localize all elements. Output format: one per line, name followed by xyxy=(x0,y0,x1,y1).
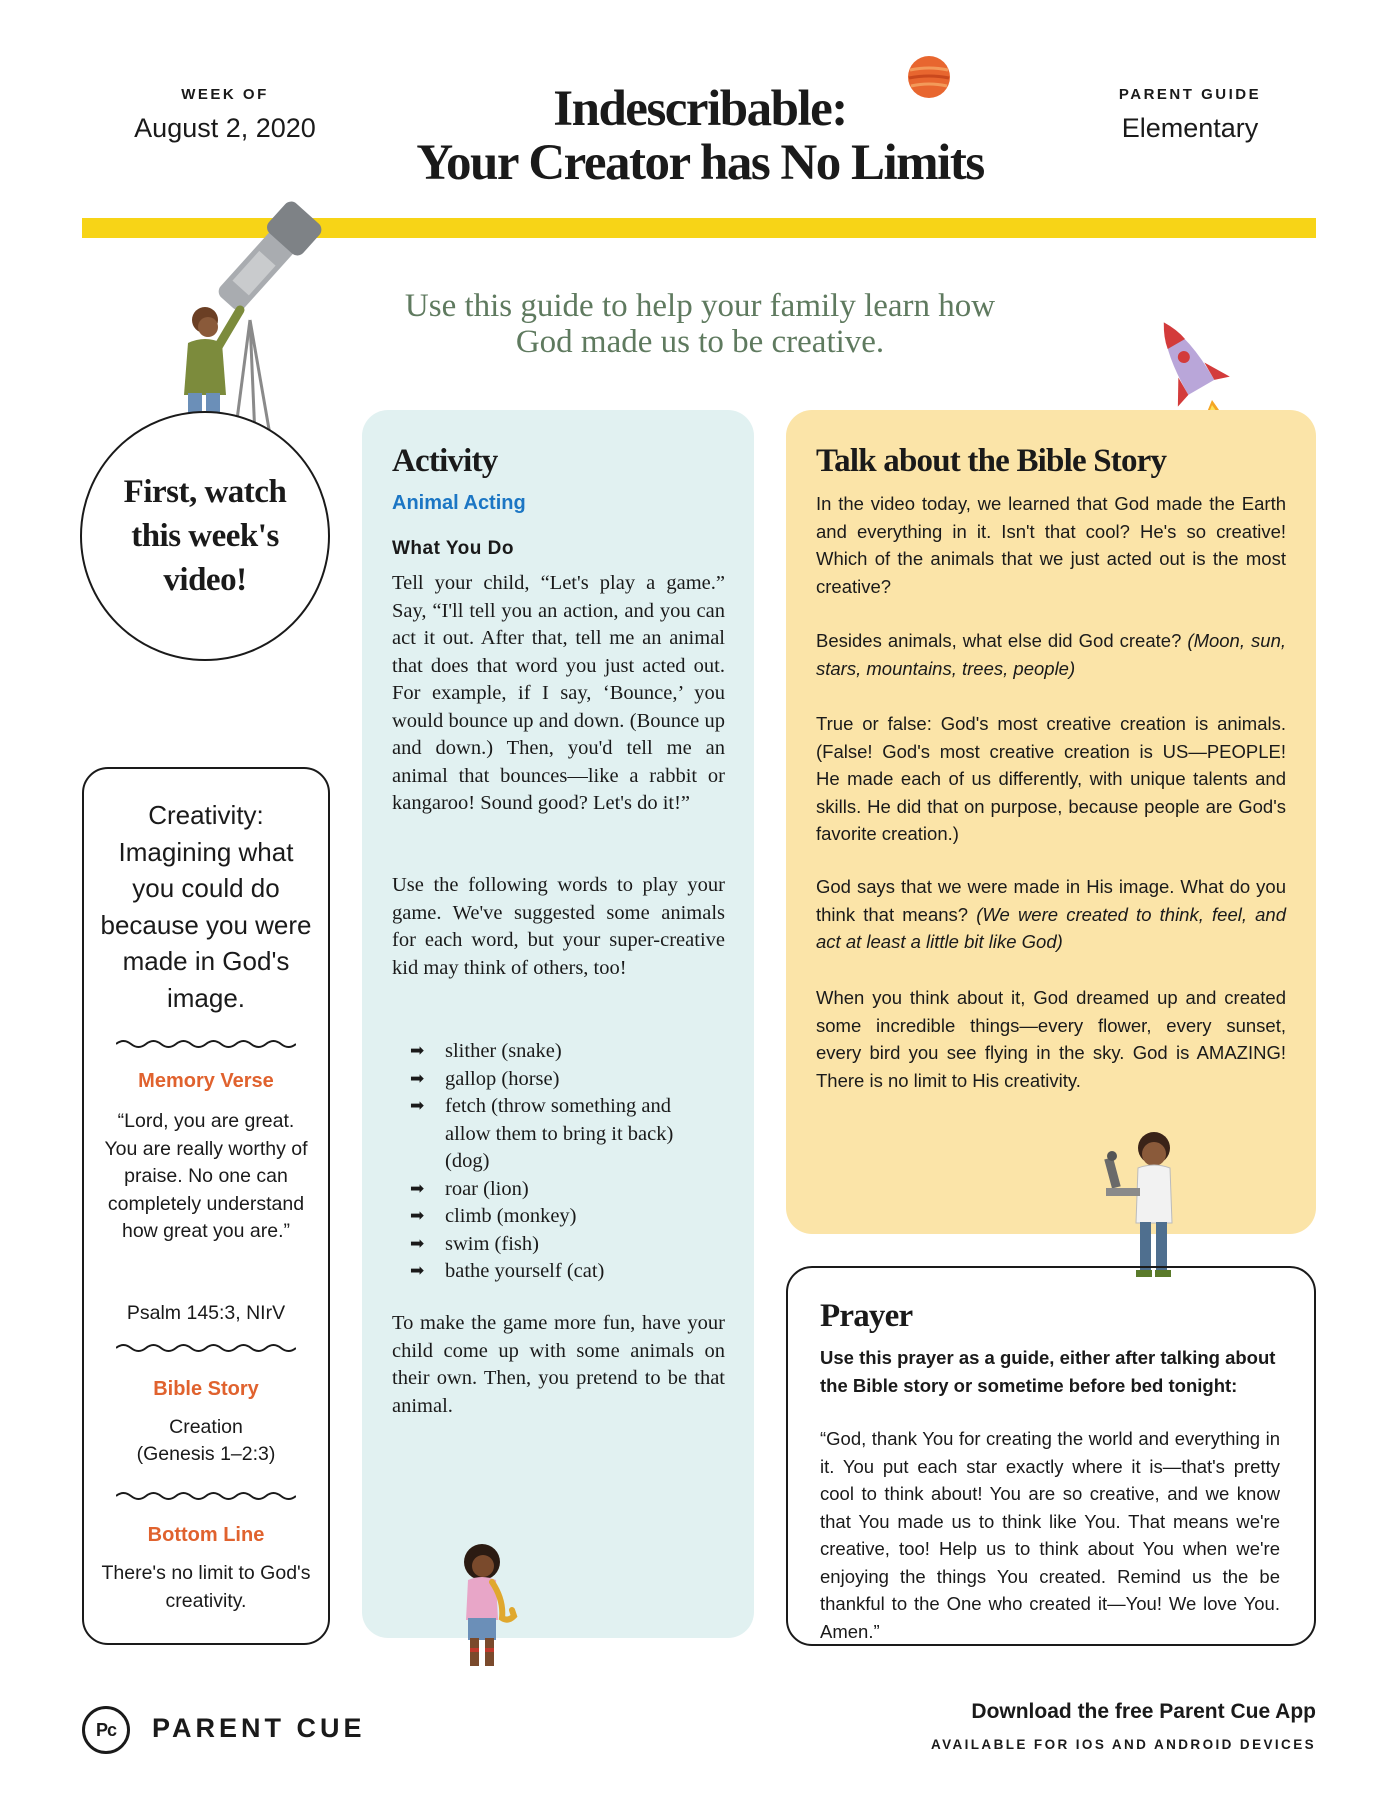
app-download-subtitle: AVAILABLE FOR IOS AND ANDROID DEVICES xyxy=(930,1737,1316,1752)
parent-cue-logo-text: PARENT CUE xyxy=(152,1713,366,1743)
creativity-definition: Creativity: Imagining what you could do because you were made in God's image. xyxy=(100,800,312,1013)
prayer-text: “God, thank You for creating the world and everything in it. You put each star exactly where it is—that's pretty cool to think about! You are so creative, and we know that You made us to think like You. That means we're creative, too! Help us to think about You when we're enjoying the things You created. Remind us the be thankful to the One who created it—You! We love You. Amen.” xyxy=(820,1428,1280,1642)
list-item xyxy=(410,1231,720,1259)
bible-story-heading: Bible Story xyxy=(153,1378,259,1400)
memory-verse-reference: Psalm 145:3, NIrV xyxy=(126,1302,286,1324)
week-label: WEEK OF xyxy=(181,86,269,103)
list-item xyxy=(410,1066,720,1094)
intro-line-1: Use this guide to help your family learn how xyxy=(404,288,996,324)
activity-paragraph: To make the game more fun, have your child come up with some animals on their own. Then, you pretend to be that animal. xyxy=(392,1312,725,1417)
prayer-intro: Use this prayer as a guide, either after talking about the Bible story or sometime before bed tonight: xyxy=(820,1347,1276,1396)
talk-paragraph xyxy=(816,627,1286,682)
microscope-kid-illustration xyxy=(1102,1128,1192,1283)
prayer-heading: Prayer xyxy=(820,1298,913,1334)
list-item-text: roar (lion) xyxy=(445,1177,529,1200)
intro-text xyxy=(330,288,1070,360)
talk-question: Besides animals, what else did God create? xyxy=(816,630,1182,651)
app-download-title: Download the free Parent Cue App xyxy=(971,1700,1316,1723)
prayer-panel xyxy=(786,1266,1316,1646)
logo-mark: Pc xyxy=(95,1719,117,1740)
talk-paragraph: In the video today, we learned that God made the Earth and everything in it. Isn't that cool? He's so creative! Which of the animals that we just acted out is the most creative? xyxy=(816,493,1286,597)
list-item-text: gallop (horse) xyxy=(445,1067,560,1090)
arrow-bullet-icon: ➡ xyxy=(410,1096,425,1116)
memory-verse-text: “Lord, you are great. You are really worthy of praise. No one can completely understand how great you are.” xyxy=(104,1110,308,1242)
what-you-do-label: What You Do xyxy=(392,538,514,559)
activity-paragraph: Use the following words to play your game. We've suggested some animals for each word, but your super-creative kid may think of others, too! xyxy=(392,874,725,979)
talk-paragraph: True or false: God's most creative creation is animals. (False! God's most creative creation is US—PEOPLE! He made each of us differently, with unique talents and skills. He did that on purpose, because people are God's favorite creation.) xyxy=(816,713,1286,844)
key-info-box xyxy=(82,767,330,1645)
saxophone-kid-illustration xyxy=(452,1540,532,1675)
arrow-bullet-icon: ➡ xyxy=(410,1261,425,1281)
list-item-text: climb (monkey) xyxy=(445,1205,577,1227)
arrow-bullet-icon: ➡ xyxy=(410,1068,425,1089)
wave-divider xyxy=(116,1342,296,1354)
wave-divider xyxy=(116,1490,296,1502)
week-date: August 2, 2020 xyxy=(134,113,316,143)
bible-story-title: Creation xyxy=(169,1416,243,1438)
activity-panel xyxy=(362,410,754,1638)
list-item xyxy=(410,1258,720,1286)
talk-heading: Talk about the Bible Story xyxy=(816,443,1167,479)
arrow-bullet-icon: ➡ xyxy=(410,1041,425,1061)
action-word-list xyxy=(410,1038,720,1286)
watch-video-text: First, watch this week's video! xyxy=(123,474,287,598)
wave-divider xyxy=(116,1038,296,1050)
talk-bible-story-panel xyxy=(786,410,1316,1234)
title-line-1: Indescribable: xyxy=(553,81,847,137)
list-item-text: fetch (throw something and allow them to bring it back) (dog) xyxy=(445,1095,674,1172)
list-item xyxy=(410,1203,720,1231)
telescope-kid-illustration xyxy=(170,185,330,450)
list-item xyxy=(410,1093,720,1176)
activity-subheading: Animal Acting xyxy=(392,492,526,514)
arrow-bullet-icon: ➡ xyxy=(410,1178,425,1199)
bottom-line-heading: Bottom Line xyxy=(147,1524,265,1546)
list-item xyxy=(410,1038,720,1066)
planet-icon xyxy=(906,54,952,100)
arrow-bullet-icon: ➡ xyxy=(410,1233,425,1254)
intro-line-2: God made us to be creative. xyxy=(515,324,885,360)
arrow-bullet-icon: ➡ xyxy=(410,1206,425,1226)
parent-cue-logo-icon xyxy=(82,1706,130,1754)
talk-paragraph: When you think about it, God dreamed up and created some incredible things—every flower, every sunset, every bird you see flying in the sky. God is AMAZING! There is no limit to His creativity. xyxy=(816,987,1286,1091)
bible-story-reference: (Genesis 1–2:3) xyxy=(136,1443,276,1465)
list-item-text: bathe yourself (cat) xyxy=(445,1260,605,1282)
list-item xyxy=(410,1176,720,1204)
list-item-text: slither (snake) xyxy=(445,1040,562,1062)
talk-answer: (Moon, sun, stars, mountains, trees, people) xyxy=(816,630,1286,679)
watch-video-circle xyxy=(80,411,330,661)
talk-question: God says that we were made in His image. What do you think that means? xyxy=(816,876,1286,925)
memory-verse-heading: Memory Verse xyxy=(138,1070,274,1092)
title-line-2: Your Creator has No Limits xyxy=(416,135,984,191)
activity-heading: Activity xyxy=(392,443,498,479)
activity-paragraph: Tell your child, “Let's play a game.” Say, “I'll tell you an action, and you can act it out. After that, tell me an animal that does that word you just acted out. For example, if I say, ‘Bounce,’ you would bounce up and down. (Bounce up and down.) Then, you'd tell me an animal that bounces—like a rabbit or kangaroo! Sound good? Let's do it!” xyxy=(392,572,725,814)
guide-label: PARENT GUIDE xyxy=(1118,86,1262,103)
guide-level: Elementary xyxy=(1121,113,1259,143)
talk-paragraph xyxy=(816,873,1286,956)
talk-answer: (We were created to think, feel, and act at least a little bit like God) xyxy=(816,903,1287,952)
bottom-line-text: There's no limit to God's creativity. xyxy=(101,1562,311,1612)
list-item-text: swim (fish) xyxy=(445,1232,539,1255)
